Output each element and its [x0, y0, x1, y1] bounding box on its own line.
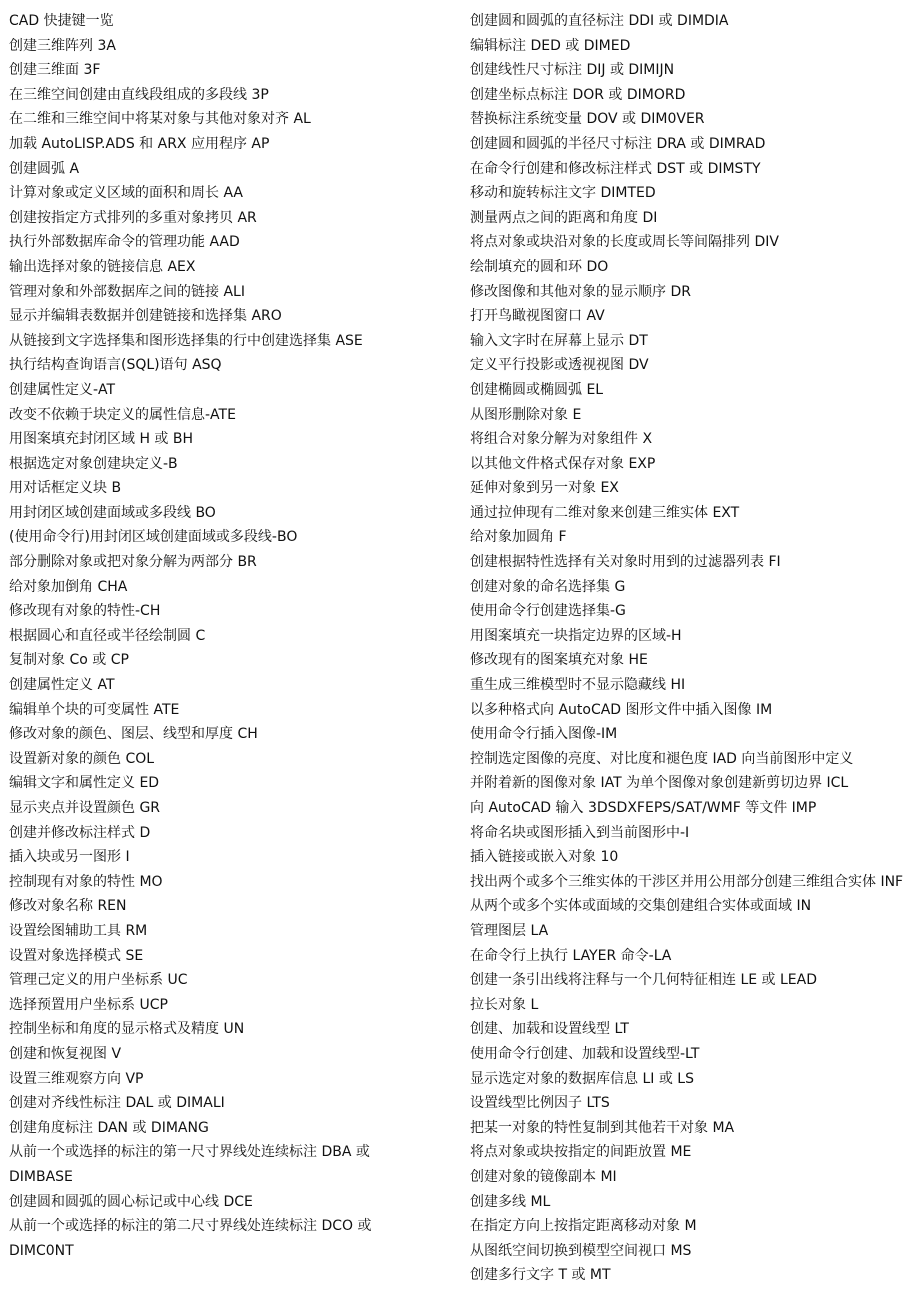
shortcut-line: 重生成三维模型时不显示隐藏线 HI: [470, 677, 686, 694]
shortcut-line: 从图纸空间切换到模型空间视口 MS: [470, 1242, 692, 1259]
shortcut-line: (使用命令行)用封闭区域创建面域或多段线-BO: [9, 529, 298, 546]
shortcut-line: 用封闭区域创建面域或多段线 BO: [9, 504, 216, 521]
left-column: [9, 0, 414, 1263]
shortcut-line: 延伸对象到另一对象 EX: [470, 480, 619, 497]
shortcut-line: 创建和恢复视图 V: [9, 1045, 122, 1062]
shortcut-line: 设置绘图辅助工具 RM: [9, 922, 148, 939]
shortcut-line: 并附着新的图像对象 IAT 为单个图像对象创建新剪切边界 ICL: [470, 775, 849, 792]
shortcut-line: 创建三维阵列 3A: [9, 37, 116, 54]
shortcut-line: 修改对象名称 REN: [9, 898, 127, 915]
shortcut-line: 显示夹点并设置颜色 GR: [9, 800, 161, 816]
shortcut-line: 移动和旋转标注文字 DIMTED: [470, 185, 656, 202]
shortcut-line: 用对话框定义块 B: [9, 480, 122, 497]
shortcut-line: 定义平行投影或透视视图 DV: [470, 357, 649, 374]
shortcut-line: 修改现有对象的特性-CH: [9, 603, 161, 620]
shortcut-line: 创建按指定方式排列的多重对象拷贝 AR: [9, 209, 257, 226]
shortcut-line: 控制坐标和角度的显示格式及精度 UN: [9, 1021, 245, 1038]
shortcut-line: 使用命令行插入图像-IM: [470, 726, 618, 743]
shortcut-line: 修改图像和其他对象的显示顺序 DR: [470, 283, 691, 300]
shortcut-line: 输出选择对象的链接信息 AEX: [9, 258, 196, 275]
shortcut-line: 创建圆和圆弧的半径尺寸标注 DRA 或 DIMRAD: [470, 135, 766, 152]
shortcut-line: 将命名块或图形插入到当前图形中-I: [470, 824, 690, 841]
shortcut-line: 显示并编辑表数据并创建链接和选择集 ARO: [9, 308, 282, 325]
shortcut-line: 创建圆和圆弧的圆心标记或中心线 DCE: [9, 1193, 253, 1210]
shortcut-line: 以其他文件格式保存对象 EXP: [470, 455, 656, 472]
shortcut-line: 使用命令行创建、加载和设置线型-LT: [470, 1045, 700, 1062]
shortcut-line: 测量两点之间的距离和角度 DI: [470, 209, 658, 226]
shortcut-line: 找出两个或多个三维实体的干涉区并用公用部分创建三维组合实体 INF: [470, 873, 904, 890]
shortcut-line: 在三维空间创建由直线段组成的多段线 3P: [9, 86, 269, 103]
shortcut-line: 在命令行创建和修改标注样式 DST 或 DIMSTY: [470, 160, 761, 177]
shortcut-line: 创建并修改标注样式 D: [9, 824, 151, 841]
shortcut-line: 绘制填充的圆和环 DO: [470, 258, 609, 275]
shortcut-line: 在二维和三维空间中将某对象与其他对象对齐 AL: [9, 111, 311, 128]
shortcut-line: 加载 AutoLISP.ADS 和 ARX 应用程序 AP: [9, 135, 270, 152]
shortcut-line: 从前一个或选择的标注的第二尺寸界线处连续标注 DCO 或 DIMC0NT: [9, 1218, 372, 1259]
shortcut-line: 设置三维观察方向 VP: [9, 1070, 144, 1087]
shortcut-line: 从链接到文字选择集和图形选择集的行中创建选择集 ASE: [9, 332, 363, 349]
shortcut-line: 用图案填充封闭区域 H 或 BH: [9, 431, 194, 448]
shortcut-line: 选择预置用户坐标系 UCP: [9, 996, 168, 1013]
shortcut-line: 复制对象 Co 或 CP: [9, 652, 129, 669]
shortcut-line: 以多种格式向 AutoCAD 图形文件中插入图像 IM: [470, 701, 773, 718]
shortcut-line: 根据圆心和直径或半径绘制圆 C: [9, 627, 206, 644]
shortcut-line: 控制选定图像的亮度、对比度和褪色度 IAD 向当前图形中定义: [470, 750, 854, 767]
shortcut-line: 设置对象选择模式 SE: [9, 947, 144, 964]
shortcut-line: 创建根据特性选择有关对象时用到的过滤器列表 FI: [470, 554, 781, 571]
shortcut-line: 在指定方向上按指定距离移动对象 M: [470, 1218, 697, 1235]
shortcut-line: 控制现有对象的特性 MO: [9, 873, 163, 890]
shortcut-line: 拉长对象 L: [470, 996, 539, 1013]
shortcut-line: 把某一对象的特性复制到其他若干对象 MA: [470, 1119, 735, 1136]
shortcut-line: 管理图层 LA: [470, 922, 549, 939]
shortcut-line: 创建线性尺寸标注 DIJ 或 DIMIJN: [470, 62, 675, 79]
shortcut-line: 设置新对象的颜色 COL: [9, 750, 155, 767]
shortcut-line: 将组合对象分解为对象组件 X: [470, 431, 653, 448]
shortcut-line: 打开鸟瞰视图窗口 AV: [470, 308, 605, 325]
shortcut-line: 执行外部数据库命令的管理功能 AAD: [9, 234, 240, 251]
shortcut-line: 用图案填充一块指定边界的区域-H: [470, 627, 682, 644]
shortcut-line: 从两个或多个实体或面域的交集创建组合实体或面域 IN: [470, 898, 812, 915]
shortcut-line: 编辑文字和属性定义 ED: [9, 775, 160, 792]
shortcut-line: 修改现有的图案填充对象 HE: [470, 652, 648, 669]
shortcut-line: 根据选定对象创建块定义-B: [9, 455, 178, 472]
shortcut-line: 替换标注系统变量 DOV 或 DIM0VER: [470, 111, 705, 128]
shortcut-line: 通过拉伸现有二维对象来创建三维实体 EXT: [470, 504, 740, 521]
shortcut-line: 使用命令行创建选择集-G: [470, 603, 626, 620]
shortcut-line: 将点对象或块沿对象的长度或周长等间隔排列 DIV: [470, 234, 779, 251]
shortcut-line: 创建圆和圆弧的直径标注 DDI 或 DIMDIA: [470, 13, 729, 29]
shortcut-line: 编辑标注 DED 或 DIMED: [470, 37, 631, 54]
shortcut-line: 创建坐标点标注 DOR 或 DIMORD: [470, 86, 686, 103]
shortcut-line: 创建、加载和设置线型 LT: [470, 1021, 629, 1038]
shortcut-line: 将点对象或块按指定的间距放置 ME: [470, 1144, 692, 1161]
shortcut-line: 执行结构查询语言(SQL)语句 ASQ: [9, 357, 222, 374]
shortcut-line: 创建多行文字 T 或 MT: [470, 1267, 611, 1284]
shortcut-line: 向 AutoCAD 输入 3DSDXFEPS/SAT/WMF 等文件 IMP: [470, 800, 817, 816]
shortcut-line: 创建一条引出线将注释与一个几何特征相连 LE 或 LEAD: [470, 972, 817, 989]
shortcut-line: 部分删除对象或把对象分解为两部分 BR: [9, 554, 257, 571]
shortcut-line: 插入链接或嵌入对象 10: [470, 849, 619, 866]
shortcut-line: 创建对齐线性标注 DAL 或 DIMALI: [9, 1095, 225, 1112]
shortcut-line: 修改对象的颜色、图层、线型和厚度 CH: [9, 726, 258, 743]
shortcut-line: 设置线型比例因子 LTS: [470, 1095, 610, 1112]
shortcut-line: CAD 快捷键一览: [9, 13, 114, 29]
shortcut-line: 插入块或另一图形 I: [9, 849, 130, 866]
shortcut-line: 从图形删除对象 E: [470, 406, 582, 423]
shortcut-line: 计算对象或定义区域的面积和周长 AA: [9, 185, 243, 202]
shortcut-line: 创建对象的命名选择集 G: [470, 578, 626, 595]
shortcut-line: 创建圆弧 A: [9, 160, 80, 177]
shortcut-line: 创建多线 ML: [470, 1193, 551, 1210]
shortcut-line: 在命令行上执行 LAYER 命令-LA: [470, 947, 672, 964]
shortcut-line: 改变不依赖于块定义的属性信息-ATE: [9, 406, 236, 423]
shortcut-line: 输入文字时在屏幕上显示 DT: [470, 332, 648, 349]
shortcut-line: 创建对象的镜像副本 MI: [470, 1168, 617, 1185]
shortcut-line: 显示选定对象的数据库信息 LI 或 LS: [470, 1070, 694, 1087]
shortcut-line: 从前一个或选择的标注的第一尺寸界线处连续标注 DBA 或 DIMBASE: [9, 1144, 370, 1185]
shortcut-line: 创建属性定义 AT: [9, 677, 115, 694]
shortcut-line: 管理对象和外部数据库之间的链接 ALI: [9, 283, 245, 300]
shortcut-line: 创建三维面 3F: [9, 62, 101, 79]
shortcut-line: 管理己定义的用户坐标系 UC: [9, 972, 188, 989]
shortcut-line: 编辑单个块的可变属性 ATE: [9, 701, 180, 718]
shortcut-line: 创建角度标注 DAN 或 DIMANG: [9, 1119, 209, 1136]
shortcut-line: 创建椭圆或椭圆弧 EL: [470, 381, 604, 398]
shortcut-line: 给对象加圆角 F: [470, 529, 567, 546]
shortcut-line: 给对象加倒角 CHA: [9, 578, 128, 595]
shortcut-line: 创建属性定义-AT: [9, 381, 116, 398]
right-column: [470, 0, 910, 1288]
